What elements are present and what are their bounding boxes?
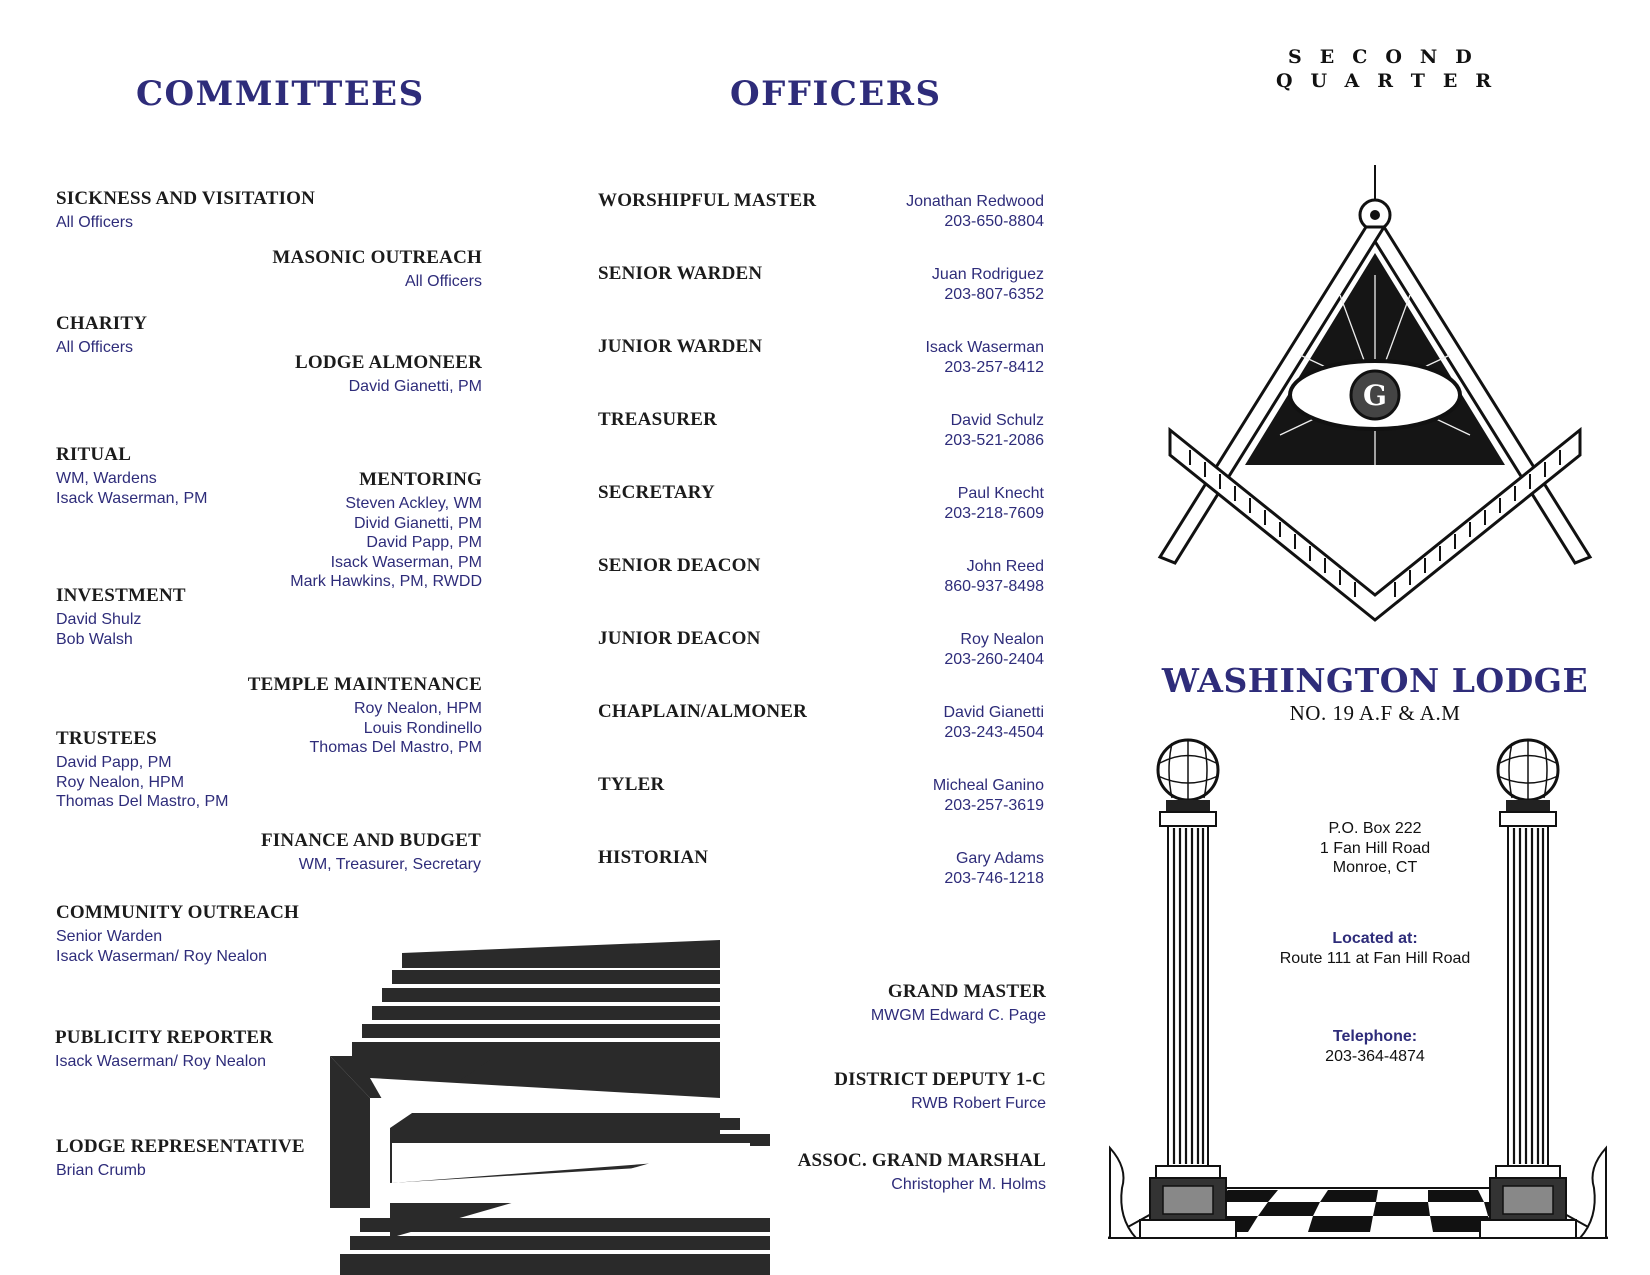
officer-phone: 203-257-8412 bbox=[944, 358, 1044, 376]
committee-member: Mark Hawkins, PM, RWDD bbox=[290, 573, 482, 590]
grand-title: DISTRICT DEPUTY 1-C bbox=[834, 1069, 1046, 1090]
committee-member: Thomas Del Mastro, PM bbox=[309, 739, 482, 756]
officer-title: JUNIOR WARDEN bbox=[598, 336, 763, 357]
officer-title: CHAPLAIN/ALMONER bbox=[598, 701, 808, 722]
committee-lodge-representative bbox=[56, 1136, 305, 1181]
officer-row bbox=[598, 628, 1044, 701]
committee-member: Roy Nealon, HPM bbox=[353, 700, 482, 717]
emblem-letter: G bbox=[1363, 379, 1387, 412]
officer-title: WORSHIPFUL MASTER bbox=[598, 190, 817, 211]
committee-member: All Officers bbox=[404, 273, 482, 290]
address-line: 1 Fan Hill Road bbox=[1319, 839, 1431, 857]
committee-member: Isack Waserman, PM bbox=[56, 489, 208, 507]
committee-trustees bbox=[56, 728, 228, 812]
officer-name: Micheal Ganino bbox=[932, 777, 1044, 794]
officers-heading: OFFICERS bbox=[730, 74, 942, 114]
committee-member: David Gianetti, PM bbox=[348, 378, 482, 395]
committees-heading: COMMITTEES bbox=[136, 74, 425, 114]
committee-member: Brian Crumb bbox=[56, 1162, 146, 1179]
officer-name: Isack Waserman bbox=[925, 339, 1044, 356]
officers-list bbox=[598, 190, 1044, 920]
square-and-compasses-emblem bbox=[1150, 165, 1600, 625]
committee-title: PUBLICITY REPORTER bbox=[55, 1027, 274, 1048]
officer-title: HISTORIAN bbox=[598, 847, 709, 868]
committee-lodge-almoneer bbox=[295, 352, 482, 397]
officer-phone: 203-746-1218 bbox=[944, 869, 1044, 887]
officer-name: David Schulz bbox=[950, 412, 1044, 429]
officer-name: John Reed bbox=[966, 558, 1044, 575]
committee-member: WM, Wardens bbox=[56, 470, 157, 487]
committee-title: INVESTMENT bbox=[56, 585, 186, 606]
located-label: Located at: bbox=[1332, 930, 1418, 947]
committee-title: LODGE ALMONEER bbox=[294, 352, 482, 373]
grand-name: MWGM Edward C. Page bbox=[870, 1007, 1046, 1024]
left-pillar bbox=[1140, 740, 1236, 1238]
committee-title: COMMUNITY OUTREACH bbox=[56, 902, 300, 923]
address-block bbox=[1250, 819, 1500, 878]
officer-title: TREASURER bbox=[598, 409, 717, 430]
committee-title: LODGE REPRESENTATIVE bbox=[56, 1136, 305, 1157]
officer-title: SECRETARY bbox=[598, 482, 715, 503]
committee-ritual bbox=[56, 444, 207, 508]
committee-member: Thomas Del Mastro, PM bbox=[56, 793, 229, 810]
pillars-illustration bbox=[1108, 728, 1608, 1268]
lodge-subtitle: NO. 19 A.F & A.M bbox=[1289, 701, 1461, 725]
committee-title: TEMPLE MAINTENANCE bbox=[247, 674, 482, 695]
committee-title: RITUAL bbox=[56, 444, 132, 465]
committee-member: Louis Rondinello bbox=[363, 719, 482, 737]
right-pillar bbox=[1480, 740, 1576, 1238]
committee-member: David Papp, PM bbox=[56, 754, 172, 771]
located-value: Route 111 at Fan Hill Road bbox=[1279, 949, 1471, 967]
telephone-block bbox=[1250, 1027, 1500, 1066]
committee-title: CHARITY bbox=[56, 313, 148, 334]
grand-master bbox=[871, 981, 1046, 1026]
officer-name: Paul Knecht bbox=[957, 485, 1044, 502]
committee-title: MENTORING bbox=[359, 469, 482, 490]
lodge-title-block bbox=[1150, 661, 1600, 726]
location-block bbox=[1225, 929, 1525, 968]
officer-row bbox=[598, 847, 1044, 920]
officer-title: JUNIOR DEACON bbox=[598, 628, 761, 649]
officer-phone: 860-937-8498 bbox=[944, 577, 1044, 595]
officer-title: SENIOR DEACON bbox=[598, 555, 761, 576]
telephone-label: Telephone: bbox=[1332, 1028, 1418, 1045]
committee-member: Senior Warden bbox=[56, 928, 163, 945]
committee-mentoring bbox=[290, 469, 482, 592]
officer-name: Roy Nealon bbox=[960, 631, 1044, 648]
grand-name: Christopher M. Holms bbox=[891, 1176, 1046, 1193]
officer-row bbox=[598, 555, 1044, 628]
grand-title: ASSOC. GRAND MARSHAL bbox=[797, 1150, 1046, 1171]
committee-publicity bbox=[55, 1027, 273, 1072]
officer-phone: 203-650-8804 bbox=[944, 212, 1044, 230]
committee-member: Divid Gianetti, PM bbox=[353, 514, 482, 532]
committee-charity bbox=[56, 313, 147, 358]
committee-member: Isack Waserman/ Roy Nealon bbox=[56, 947, 268, 965]
committee-title: MASONIC OUTREACH bbox=[272, 247, 482, 268]
officer-name: David Gianetti bbox=[943, 704, 1044, 721]
officer-row bbox=[598, 263, 1044, 336]
committee-member: Isack Waserman, PM bbox=[330, 553, 482, 571]
committee-member: All Officers bbox=[56, 214, 134, 231]
officer-phone: 203-218-7609 bbox=[944, 504, 1044, 522]
officer-phone: 203-521-2086 bbox=[944, 431, 1044, 449]
committee-member: David Shulz bbox=[56, 611, 142, 628]
committee-title: SICKNESS AND VISITATION bbox=[56, 188, 316, 209]
officer-row bbox=[598, 336, 1044, 409]
officer-name: Juan Rodriguez bbox=[931, 266, 1044, 283]
officer-row bbox=[598, 190, 1044, 263]
committee-title: FINANCE AND BUDGET bbox=[260, 830, 481, 851]
district-deputy bbox=[834, 1069, 1046, 1114]
telephone-value: 203-364-4874 bbox=[1325, 1047, 1425, 1065]
committee-sickness bbox=[56, 188, 315, 233]
officer-title: SENIOR WARDEN bbox=[598, 263, 763, 284]
committee-member: All Officers bbox=[56, 339, 134, 356]
committee-member: Bob Walsh bbox=[56, 630, 133, 648]
committee-community-outreach bbox=[56, 902, 299, 966]
officer-row bbox=[598, 482, 1044, 555]
grand-title: GRAND MASTER bbox=[887, 981, 1046, 1002]
committee-finance bbox=[261, 830, 481, 875]
officer-phone: 203-257-3619 bbox=[944, 796, 1044, 814]
officer-row bbox=[598, 409, 1044, 482]
committee-member: David Papp, PM bbox=[366, 534, 482, 551]
committee-member: Isack Waserman/ Roy Nealon bbox=[55, 1053, 267, 1070]
committee-member: WM, Treasurer, Secretary bbox=[298, 856, 481, 873]
officer-phone: 203-260-2404 bbox=[944, 650, 1044, 668]
committee-member: Steven Ackley, WM bbox=[345, 495, 482, 512]
quarter-line-1: SECOND bbox=[1288, 46, 1490, 68]
committee-title: TRUSTEES bbox=[56, 728, 157, 749]
committee-member: Roy Nealon, HPM bbox=[56, 773, 185, 791]
officer-row bbox=[598, 701, 1044, 774]
quarter-label bbox=[1276, 46, 1510, 92]
officer-row bbox=[598, 774, 1044, 847]
committee-temple-maintenance bbox=[248, 674, 482, 758]
officer-name: Gary Adams bbox=[955, 850, 1044, 867]
officer-title: TYLER bbox=[598, 774, 665, 795]
committee-masonic-outreach bbox=[272, 247, 482, 292]
grand-name: RWB Robert Furce bbox=[911, 1095, 1046, 1112]
officer-phone: 203-243-4504 bbox=[944, 723, 1044, 741]
officer-phone: 203-807-6352 bbox=[944, 285, 1044, 303]
address-line: Monroe, CT bbox=[1332, 859, 1418, 876]
address-line: P.O. Box 222 bbox=[1328, 820, 1422, 837]
quarter-line-2: QUARTER bbox=[1276, 70, 1510, 92]
committee-investment bbox=[56, 585, 186, 649]
officer-name: Jonathan Redwood bbox=[906, 193, 1044, 210]
lodge-name: WASHINGTON LODGE bbox=[1161, 661, 1589, 700]
assoc-grand-marshal bbox=[798, 1150, 1046, 1195]
staircase-illustration bbox=[330, 938, 770, 1275]
